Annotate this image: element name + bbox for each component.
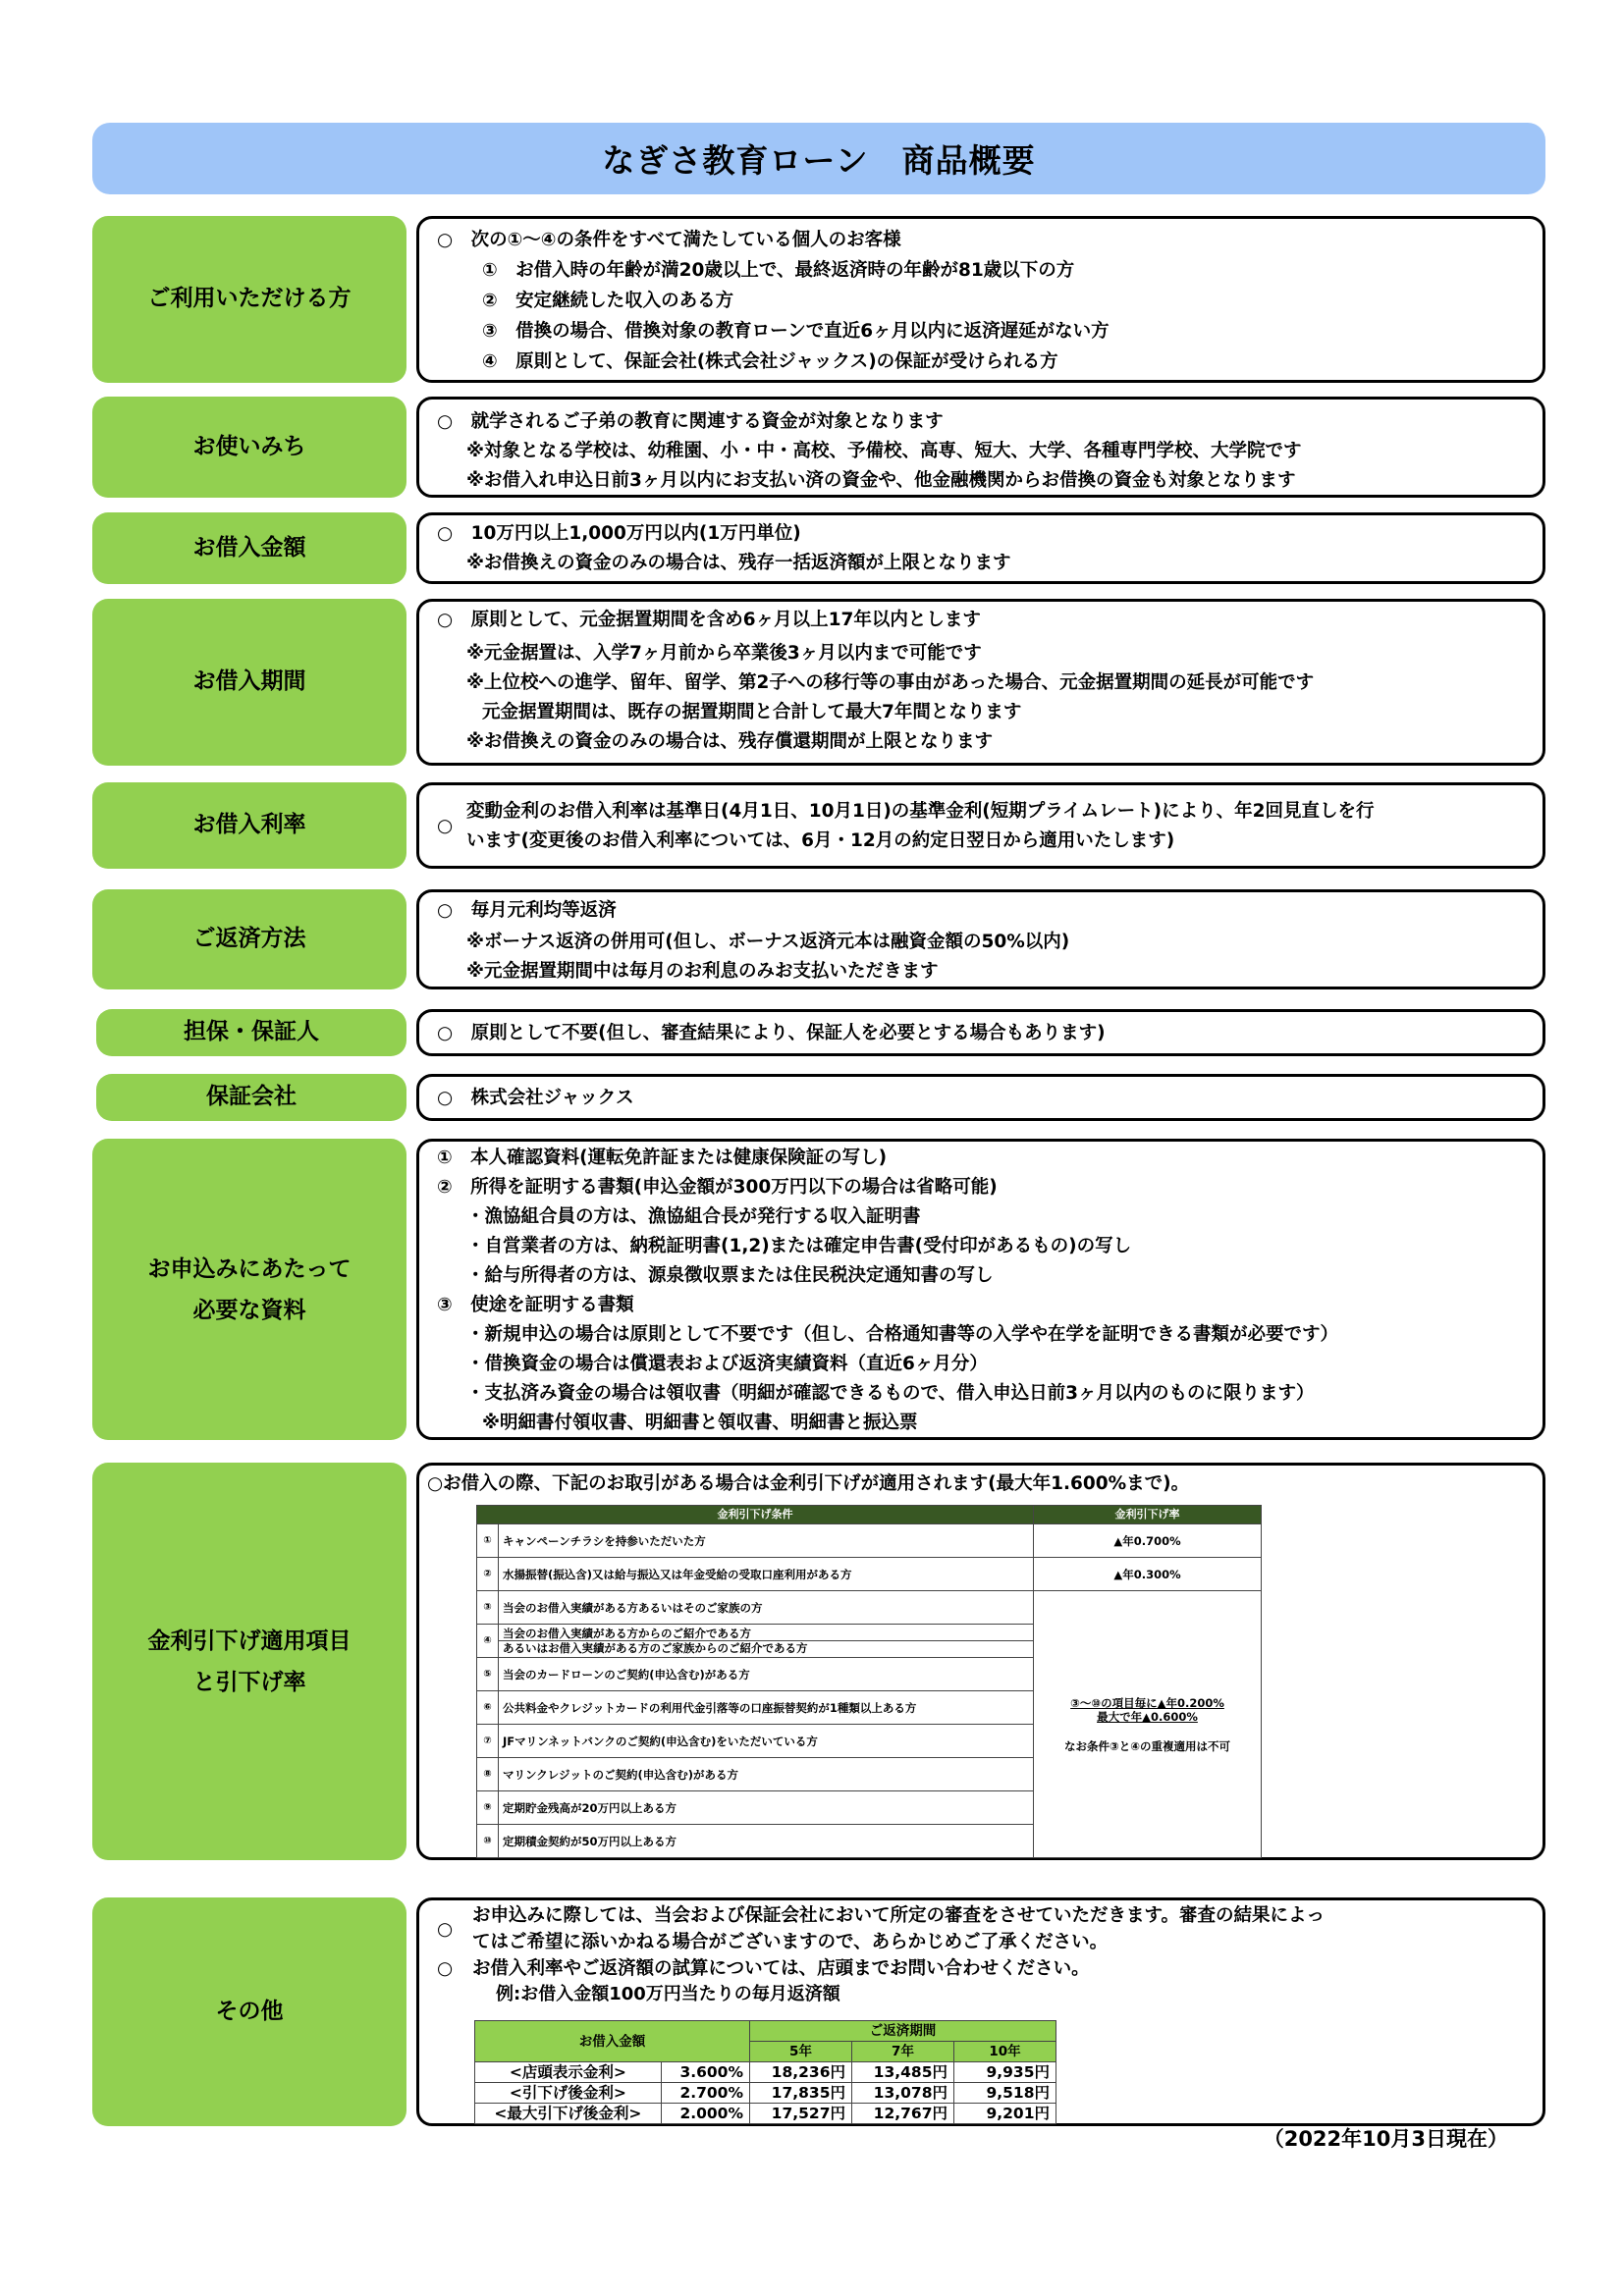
repayment-content <box>416 889 1545 989</box>
header-7y: 7年 <box>852 2042 954 2062</box>
row-value: 17,835円 <box>750 2083 852 2104</box>
discount-content <box>416 1463 1545 1860</box>
documents-line: ・漁協組合員の方は、漁協組合長が発行する収入証明書 <box>466 1206 921 1227</box>
item-number: ③ <box>477 1591 499 1625</box>
amount-label: お借入金額 <box>92 512 406 584</box>
bullet-marker: ○ <box>437 1958 454 1979</box>
eligibility-label: ご利用いただける方 <box>92 216 406 383</box>
period-section <box>92 599 1545 766</box>
amount-line: ※お借換えの資金のみの場合は、残存一括返済額が上限となります <box>466 553 1011 573</box>
period-line: ※お借換えの資金のみの場合は、残存償還期間が上限となります <box>466 731 993 752</box>
repayment-line: ○ 毎月元利均等返済 <box>437 900 617 921</box>
item-number: ⑤ <box>477 1658 499 1691</box>
item-number: ④ <box>477 1625 499 1658</box>
merged-rate-line: ③～⑩の項目毎に▲年0.200% <box>1070 1695 1224 1710</box>
documents-line: ・新規申込の場合は原則として不要です（但し、合格通知書等の入学や在学を証明できる書類が必要です） <box>466 1324 1339 1345</box>
item-condition: 水揚振替(振込含)又は給与振込又は年金受給の受取口座利用がある方 <box>499 1558 1034 1591</box>
eligibility-line: ② 安定継続した収入のある方 <box>482 291 734 311</box>
documents-line: ③ 使途を証明する書類 <box>437 1295 634 1315</box>
documents-line: ② 所得を証明する書類(申込金額が300万円以下の場合は省略可能) <box>437 1177 998 1198</box>
discount-intro: ○お借入の際、下記のお取引がある場合は金利引下げが適用されます(最大年1.600%まで)。 <box>427 1473 1190 1494</box>
documents-line: ・給与所得者の方は、源泉徴収票または住民税決定通知書の写し <box>466 1265 994 1286</box>
amount-section <box>92 512 1545 584</box>
other-line: てはご希望に添いかねる場合がございますので、あらかじめご了承ください。 <box>472 1932 1109 1952</box>
row-rate: 3.600% <box>661 2062 749 2083</box>
other-item <box>437 1902 1527 1955</box>
as-of-date: （2022年10月3日現在） <box>1263 2127 1508 2151</box>
item-condition: 定期積金契約が50万円以上ある方 <box>499 1825 1034 1858</box>
item-condition: マリンクレジットのご契約(申込含む)がある方 <box>499 1758 1034 1791</box>
row-value: 12,767円 <box>852 2104 954 2124</box>
item-number: ⑦ <box>477 1725 499 1758</box>
documents-line: ・支払済み資金の場合は領収書（明細が確認できるもので、借入申込日前3ヶ月以内のものに限ります） <box>466 1383 1315 1404</box>
item-rate: ▲年0.700% <box>1034 1524 1262 1558</box>
eligibility-line: ④ 原則として、保証会社(株式会社ジャックス)の保証が受けられる方 <box>482 351 1058 372</box>
row-value: 9,201円 <box>954 2104 1056 2124</box>
other-content <box>416 1897 1545 2126</box>
collateral-section <box>92 1009 1545 1056</box>
item-number: ⑩ <box>477 1825 499 1858</box>
row-value: 9,518円 <box>954 2083 1056 2104</box>
item-number: ⑨ <box>477 1791 499 1825</box>
other-line: お借入利率やご返済額の試算については、店頭までお問い合わせください。 <box>472 1958 1090 1979</box>
row-value: 18,236円 <box>750 2062 852 2083</box>
discount-header-condition: 金利引下げ条件 <box>477 1506 1034 1524</box>
period-line: ○ 原則として、元金据置期間を含め6ヶ月以上17年以内とします <box>437 610 981 630</box>
item-condition: JFマリンネットバンクのご契約(申込含む)をいただいている方 <box>499 1725 1034 1758</box>
table-row <box>477 1524 1262 1558</box>
row-label: <最大引下げ後金利> <box>475 2104 662 2124</box>
row-rate: 2.000% <box>661 2104 749 2124</box>
eligibility-content <box>416 216 1545 383</box>
period-content <box>416 599 1545 766</box>
repayment-section <box>92 889 1545 989</box>
repayment-example-table <box>474 2020 1056 2124</box>
eligibility-line: ○ 次の①～④の条件をすべて満たしている個人のお客様 <box>437 230 901 250</box>
item-condition: 定期貯金残高が20万円以上ある方 <box>499 1791 1034 1825</box>
other-section <box>92 1897 1545 2126</box>
item-number: ① <box>477 1524 499 1558</box>
item-condition: 公共料金やクレジットカードの利用代金引落等の口座振替契約が1種類以上ある方 <box>499 1691 1034 1725</box>
item-condition-line: あるいはお借入実績がある方のご家族からのご紹介である方 <box>503 1641 808 1655</box>
documents-line: ① 本人確認資料(運転免許証または健康保険証の写し) <box>437 1148 888 1168</box>
usage-line: ○ 就学されるご子弟の教育に関連する資金が対象となります <box>437 411 944 432</box>
table-row <box>477 1591 1262 1625</box>
guarantor-section <box>92 1074 1545 1121</box>
merged-rate-note: なお条件③と④の重複適用は不可 <box>1064 1738 1230 1753</box>
other-label: その他 <box>92 1897 406 2126</box>
other-item <box>437 1955 1527 1982</box>
amount-content <box>416 512 1545 584</box>
rate-line: 変動金利のお借入利率は基準日(4月1日、10月1日)の基準金利(短期プライムレート)により、年2回見直しを行 <box>466 801 1375 822</box>
eligibility-line: ③ 借換の場合、借換対象の教育ローンで直近6ヶ月以内に返済遅延がない方 <box>482 321 1110 342</box>
item-condition: 当会のお借入実績がある方あるいはそのご家族の方 <box>499 1591 1034 1625</box>
eligibility-section <box>92 216 1545 383</box>
repayment-line: ※元金据置期間中は毎月のお利息のみお支払いただきます <box>466 961 939 982</box>
item-condition: キャンペーンチラシを持参いただいた方 <box>499 1524 1034 1558</box>
rate-line: います(変更後のお借入利率については、6月・12月の約定日翌日から適用いたします) <box>466 830 1175 851</box>
item-number: ② <box>477 1558 499 1591</box>
documents-line: ・自営業者の方は、納税証明書(1,2)または確定申告書(受付印があるもの)の写し <box>466 1236 1132 1256</box>
discount-table <box>476 1505 1262 1858</box>
row-label: <引下げ後金利> <box>475 2083 662 2104</box>
guarantor-text: ○ 株式会社ジャックス <box>437 1088 634 1108</box>
rate-section <box>92 782 1545 869</box>
usage-section <box>92 397 1545 498</box>
collateral-content <box>416 1009 1545 1056</box>
usage-line: ※対象となる学校は、幼稚園、小・中・高校、予備校、高専、短大、大学、各種専門学校、大学院です <box>466 441 1302 461</box>
guarantor-label: 保証会社 <box>96 1074 406 1121</box>
item-rate: ▲年0.300% <box>1034 1558 1262 1591</box>
other-line: お申込みに際しては、当会および保証会社において所定の審査をさせていただきます。審査の結果によっ <box>472 1905 1326 1926</box>
example-title: 例:お借入金額100万円当たりの毎月返済額 <box>496 1984 840 2004</box>
eligibility-line: ① お借入時の年齢が満20歳以上で、最終返済時の年齢が81歳以下の方 <box>482 260 1075 281</box>
page-title: なぎさ教育ローン 商品概要 <box>92 123 1545 194</box>
documents-label: お申込みにあたって 必要な資料 <box>92 1139 406 1440</box>
header-period: ご返済期間 <box>750 2021 1056 2042</box>
bullet-marker: ○ <box>437 1919 454 1940</box>
row-rate: 2.700% <box>661 2083 749 2104</box>
table-row <box>475 2104 1056 2124</box>
table-row <box>475 2062 1056 2083</box>
usage-line: ※お借入れ申込日前3ヶ月以内にお支払い済の資金や、他金融機関からお借換の資金も対象となります <box>466 470 1296 491</box>
documents-line: ・借換資金の場合は償還表および返済実績資料（直近6ヶ月分） <box>466 1354 988 1374</box>
merged-rate-cell <box>1034 1591 1262 1858</box>
documents-line: ※明細書付領収書、明細書と領収書、明細書と振込票 <box>482 1413 918 1433</box>
row-value: 17,527円 <box>750 2104 852 2124</box>
row-value: 13,485円 <box>852 2062 954 2083</box>
collateral-text: ○ 原則として不要(但し、審査結果により、保証人を必要とする場合もあります) <box>437 1023 1106 1043</box>
row-value: 13,078円 <box>852 2083 954 2104</box>
repayment-line: ※ボーナス返済の併用可(但し、ボーナス返済元本は融資金額の50%以内) <box>466 932 1070 952</box>
period-label: お借入期間 <box>92 599 406 766</box>
period-line: ※上位校への進学、留年、留学、第2子への移行等の事由があった場合、元金据置期間の延長が可能です <box>466 672 1315 693</box>
rate-content <box>416 782 1545 869</box>
header-10y: 10年 <box>954 2042 1056 2062</box>
rate-marker: ○ <box>437 816 454 836</box>
collateral-label: 担保・保証人 <box>96 1009 406 1056</box>
discount-label: 金利引下げ適用項目 と引下げ率 <box>92 1463 406 1860</box>
item-number: ⑧ <box>477 1758 499 1791</box>
documents-section <box>92 1139 1545 1440</box>
guarantor-content <box>416 1074 1545 1121</box>
discount-header-rate: 金利引下げ率 <box>1034 1506 1262 1524</box>
discount-section <box>92 1463 1545 1860</box>
rate-label: お借入利率 <box>92 782 406 869</box>
row-label: <店頭表示金利> <box>475 2062 662 2083</box>
period-line: 元金据置期間は、既存の据置期間と合計して最大7年間となります <box>482 702 1022 722</box>
usage-content <box>416 397 1545 498</box>
item-condition-line: 当会のお借入実績がある方からのご紹介である方 <box>499 1627 1033 1641</box>
amount-line: ○ 10万円以上1,000万円以内(1万円単位) <box>437 523 801 544</box>
row-value: 9,935円 <box>954 2062 1056 2083</box>
table-row <box>477 1558 1262 1591</box>
item-number: ⑥ <box>477 1691 499 1725</box>
table-row <box>475 2083 1056 2104</box>
period-line: ※元金据置は、入学7ヶ月前から卒業後3ヶ月以内まで可能です <box>466 643 982 664</box>
header-5y: 5年 <box>750 2042 852 2062</box>
item-condition <box>499 1625 1034 1658</box>
merged-rate-line: 最大で年▲0.600% <box>1097 1709 1198 1724</box>
repayment-label: ご返済方法 <box>92 889 406 989</box>
header-amount: お借入金額 <box>475 2021 750 2062</box>
usage-label: お使いみち <box>92 397 406 498</box>
item-condition: 当会のカードローンのご契約(申込含む)がある方 <box>499 1658 1034 1691</box>
documents-content <box>416 1139 1545 1440</box>
